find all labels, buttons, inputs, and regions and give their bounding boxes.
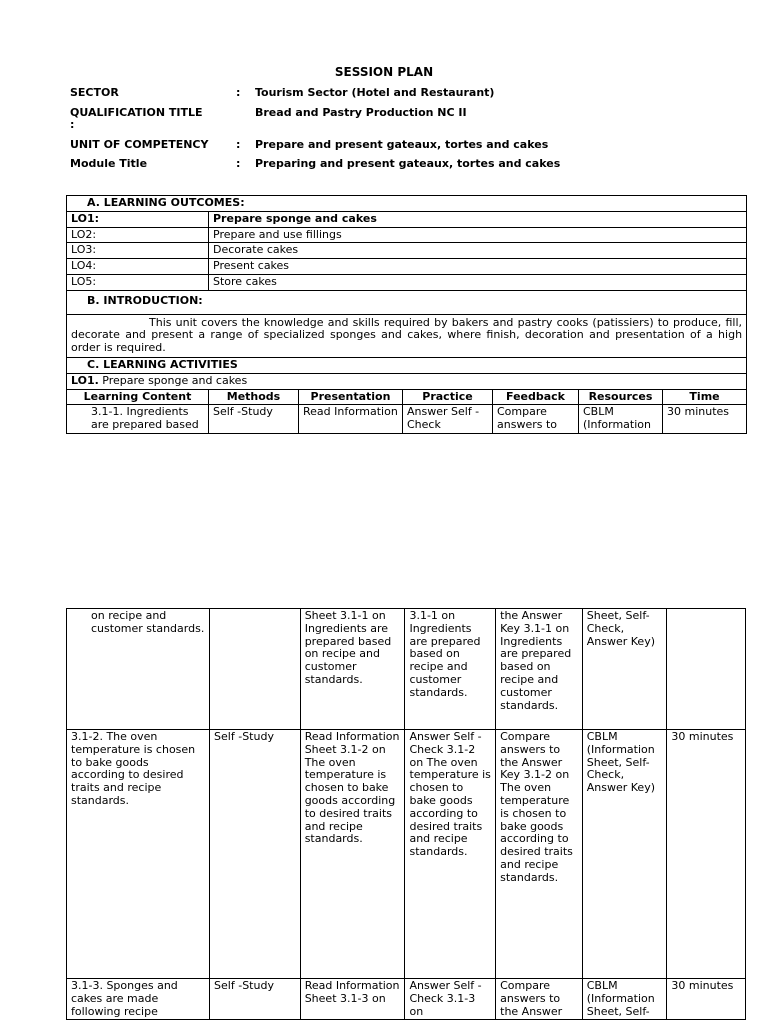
introduction-cell xyxy=(67,314,747,357)
learning-content-cell: 3.1-1. Ingredients are prepared based xyxy=(67,405,209,434)
resources-cell: Sheet, Self-Check, Answer Key) xyxy=(582,609,667,730)
table-row xyxy=(67,609,746,730)
lo-code: LO1: xyxy=(67,211,209,227)
module-colon: : xyxy=(236,157,241,170)
activities-heading-row xyxy=(67,357,747,373)
lo-text: Present cakes xyxy=(209,259,747,275)
time-cell: 30 minutes xyxy=(663,405,747,434)
feedback-cell: Compare answers to the Answer Key 3.1-2 on The oven temperature is chosen to bake goods according to desired traits and recipe standards. xyxy=(496,730,583,979)
practice-cell: Answer Self - Check xyxy=(403,405,493,434)
col-learning-content: Learning Content xyxy=(67,389,209,405)
sector-label: SECTOR xyxy=(70,86,119,99)
qualification-label: QUALIFICATION TITLE xyxy=(70,106,203,119)
module-label: Module Title xyxy=(70,157,148,170)
sector-value: Tourism Sector (Hotel and Restaurant) xyxy=(255,86,495,99)
feedback-cell: Compare answers to xyxy=(493,405,579,434)
presentation-cell: Read Information Sheet 3.1-2 on The oven temperature is chosen to bake goods according to desired traits and recipe standards. xyxy=(300,730,405,979)
presentation-cell: Sheet 3.1-1 on Ingredients are prepared based on recipe and customer standards. xyxy=(300,609,405,730)
presentation-cell: Read Information xyxy=(299,405,403,434)
learning-content-cell: 3.1-2. The oven temperature is chosen to bake goods according to desired traits and recipe standards. xyxy=(67,730,210,979)
session-plan-table-continued xyxy=(66,608,746,1020)
lo-text: Prepare and use fillings xyxy=(209,227,747,243)
session-plan-table xyxy=(66,195,747,434)
lo-row xyxy=(67,274,747,290)
activities-lo-row xyxy=(67,373,747,389)
methods-cell: Self -Study xyxy=(210,979,301,1020)
lo-row xyxy=(67,243,747,259)
introduction-text-row xyxy=(67,314,747,357)
practice-cell: Answer Self - Check 3.1-2 on The oven temperature is chosen to bake goods according to desired traits and recipe standards. xyxy=(405,730,496,979)
activities-column-header-row xyxy=(67,389,747,405)
lo-text: Decorate cakes xyxy=(209,243,747,259)
resources-cell: CBLM (Information Sheet, Self-Check, Answer Key) xyxy=(582,730,667,979)
activities-lo-text: Prepare sponge and cakes xyxy=(98,373,248,387)
learning-content-cell: on recipe and customer standards. xyxy=(67,609,210,730)
qualification-value: Bread and Pastry Production NC II xyxy=(255,106,467,119)
col-resources: Resources xyxy=(579,389,663,405)
module-value: Preparing and present gateaux, tortes and cakes xyxy=(255,157,561,170)
feedback-cell: Compare answers to the Answer xyxy=(496,979,583,1020)
practice-cell: 3.1-1 on Ingredients are prepared based on recipe and customer standards. xyxy=(405,609,496,730)
unit-label: UNIT OF COMPETENCY xyxy=(70,138,209,151)
introduction-heading-row xyxy=(67,290,747,314)
table-row xyxy=(67,405,747,434)
lo-code: LO5: xyxy=(67,274,209,290)
time-cell: 30 minutes xyxy=(667,979,746,1020)
introduction-heading: B. INTRODUCTION: xyxy=(67,290,747,314)
lo-row xyxy=(67,227,747,243)
unit-value: Prepare and present gateaux, tortes and cakes xyxy=(255,138,549,151)
learning-outcomes-heading: A. LEARNING OUTCOMES: xyxy=(67,196,747,212)
lo-text: Store cakes xyxy=(209,274,747,290)
table-row xyxy=(67,979,746,1020)
activities-lo-code: LO1. xyxy=(71,373,99,387)
practice-cell: Answer Self - Check 3.1-3 on xyxy=(405,979,496,1020)
time-cell: 30 minutes xyxy=(667,730,746,979)
activities-lo-cell xyxy=(67,373,747,389)
learning-outcomes-heading-row xyxy=(67,196,747,212)
lo-row xyxy=(67,259,747,275)
table-row xyxy=(67,730,746,979)
unit-colon: : xyxy=(236,138,241,151)
feedback-cell: the Answer Key 3.1-1 on Ingredients are prepared based on recipe and customer standards. xyxy=(496,609,583,730)
sector-colon: : xyxy=(236,86,241,99)
col-feedback: Feedback xyxy=(493,389,579,405)
lo-code: LO3: xyxy=(67,243,209,259)
time-cell xyxy=(667,609,746,730)
methods-cell xyxy=(210,609,301,730)
introduction-text: This unit covers the knowledge and skills required by bakers and pastry cooks (patissiers) to produce, fill, decorate and present a range of specialized sponges and cakes, where finish, decoration and presentation of a high order is required. xyxy=(71,315,743,355)
lo-code: LO4: xyxy=(67,259,209,275)
learning-content-cell: 3.1-3. Sponges and cakes are made following recipe xyxy=(67,979,210,1020)
col-presentation: Presentation xyxy=(299,389,403,405)
methods-cell: Self -Study xyxy=(209,405,299,434)
document-title: SESSION PLAN xyxy=(334,65,434,79)
lo-row xyxy=(67,211,747,227)
lo-text: Prepare sponge and cakes xyxy=(209,211,747,227)
col-methods: Methods xyxy=(209,389,299,405)
resources-cell: CBLM (Information Sheet, Self- xyxy=(582,979,667,1020)
lo-code: LO2: xyxy=(67,227,209,243)
activities-heading: C. LEARNING ACTIVITIES xyxy=(67,357,747,373)
resources-cell: CBLM (Information xyxy=(579,405,663,434)
col-time: Time xyxy=(663,389,747,405)
presentation-cell: Read Information Sheet 3.1-3 on xyxy=(300,979,405,1020)
qualification-colon: : xyxy=(70,118,75,131)
methods-cell: Self -Study xyxy=(210,730,301,979)
col-practice: Practice xyxy=(403,389,493,405)
